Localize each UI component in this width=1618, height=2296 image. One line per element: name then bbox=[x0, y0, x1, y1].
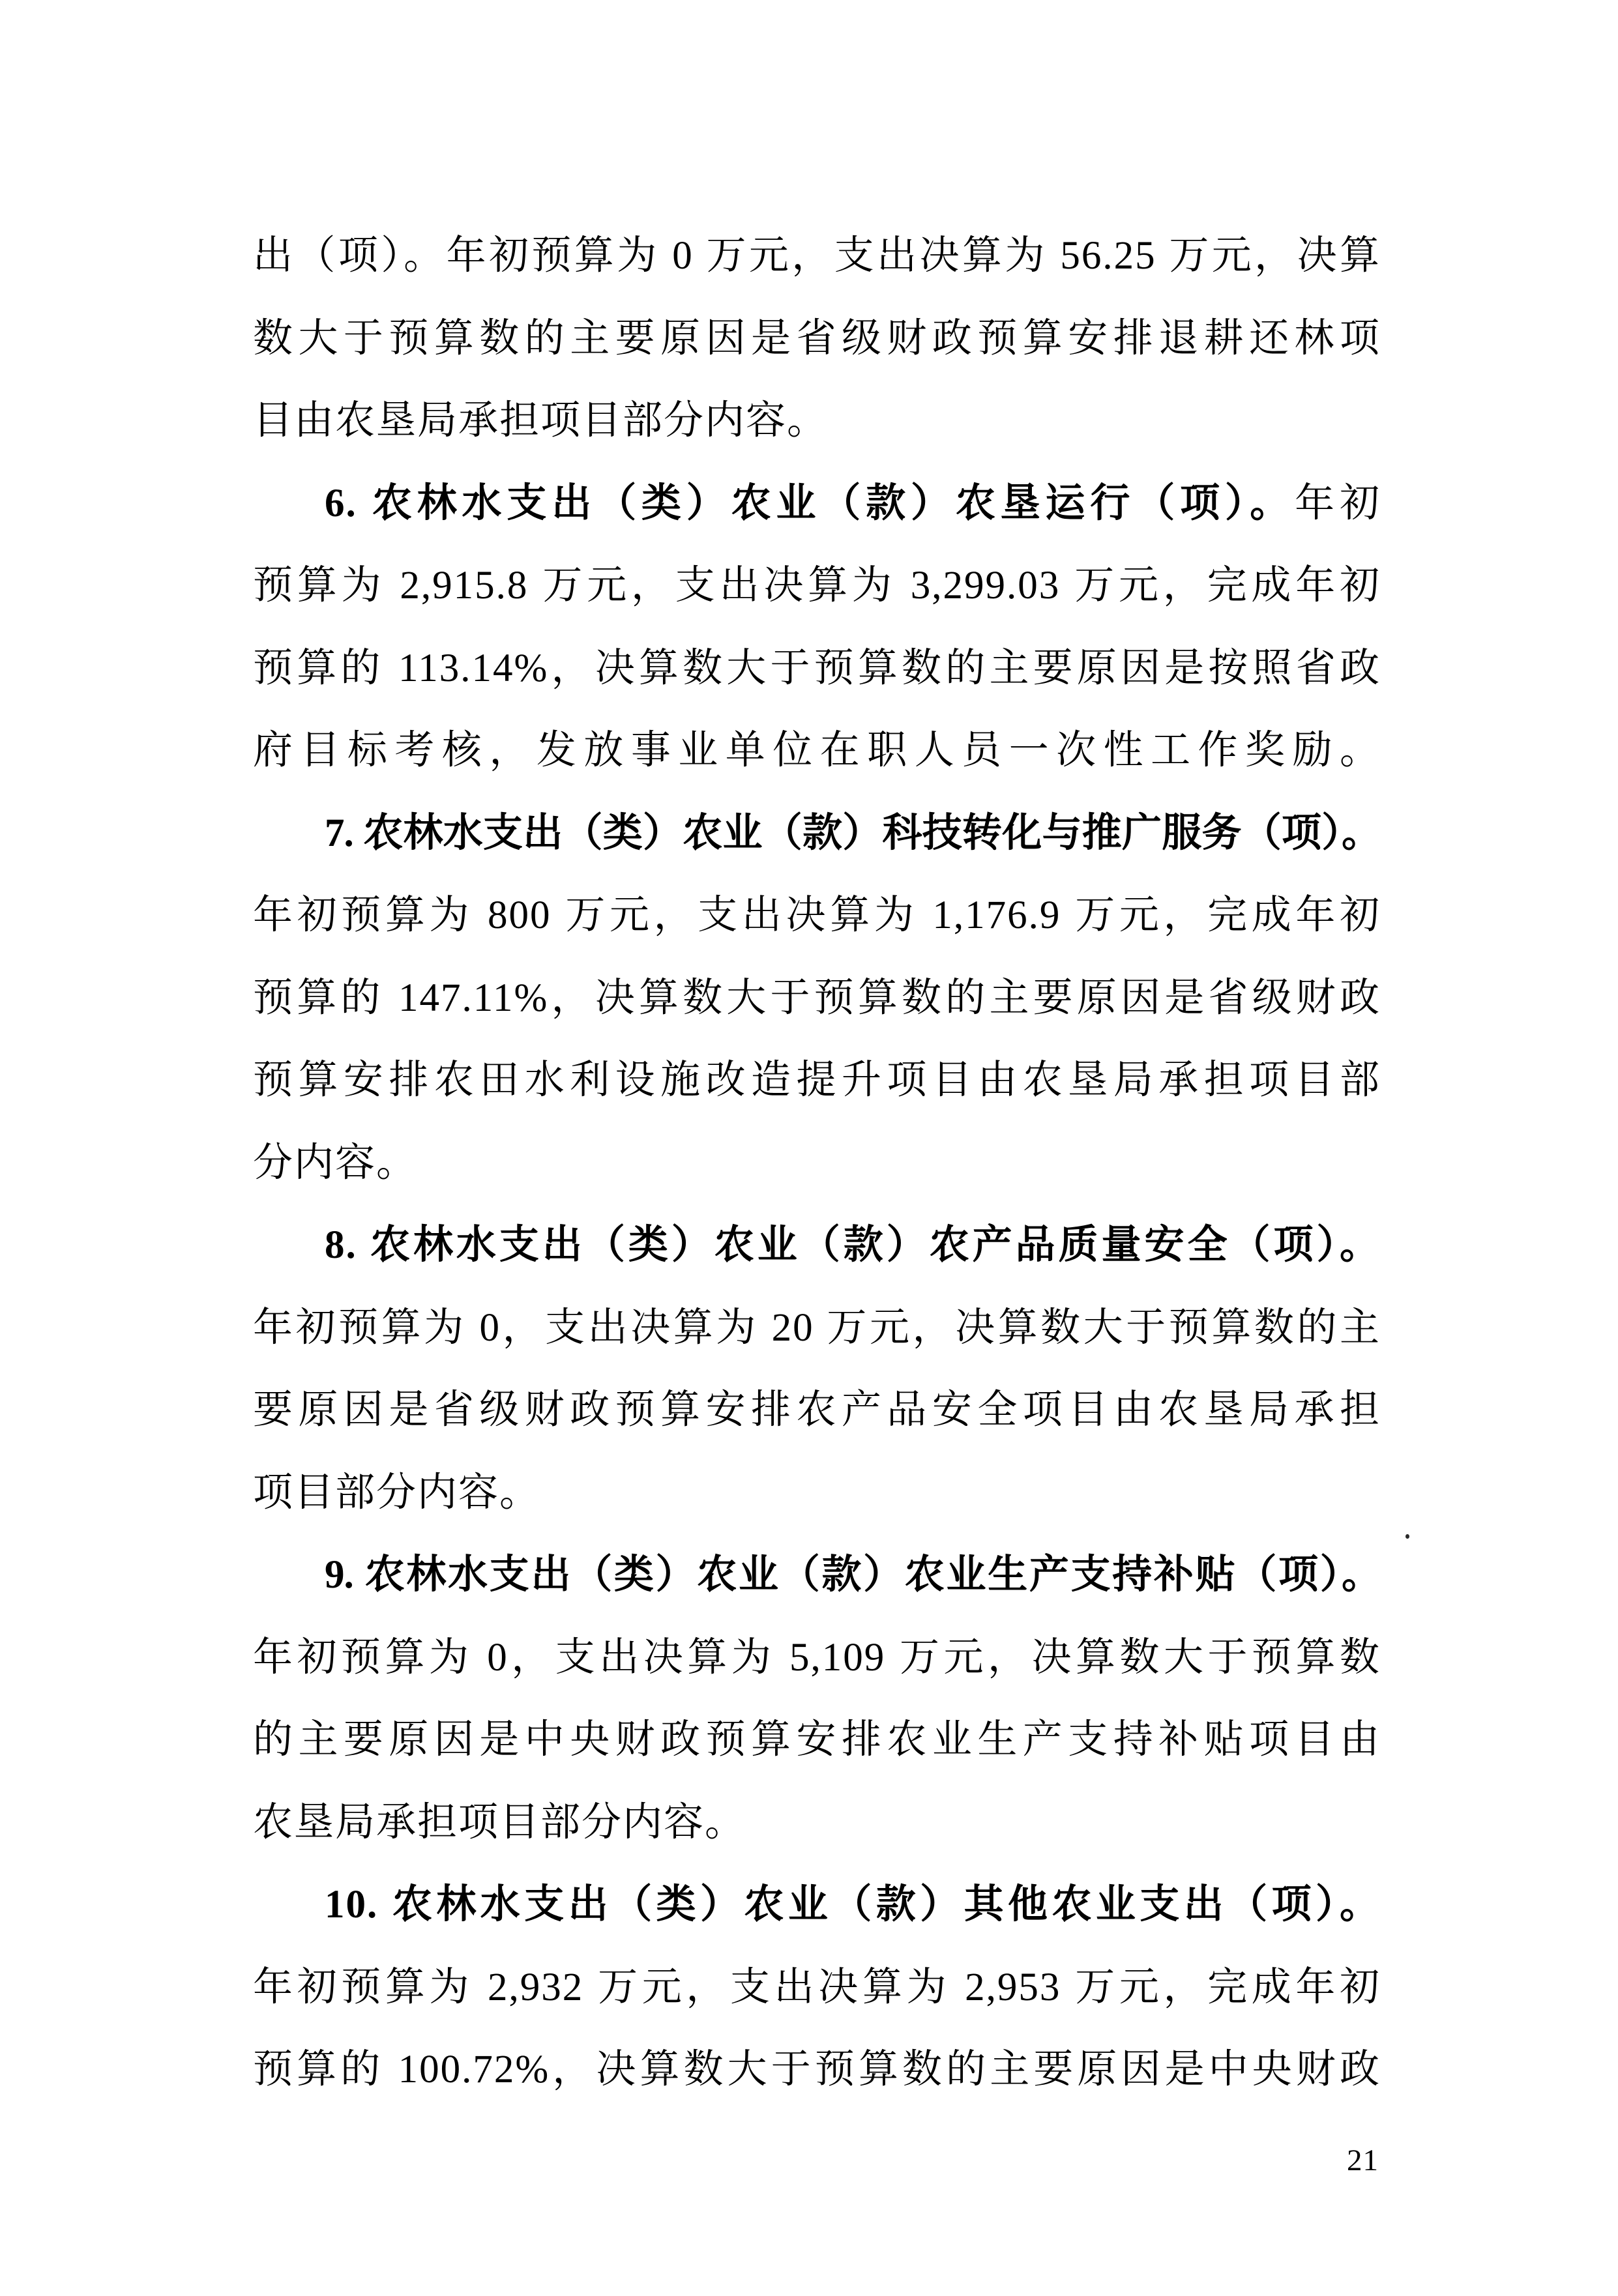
text-line bbox=[253, 957, 1381, 1040]
text-line bbox=[253, 875, 1381, 957]
text-segment: 出（项）。年初预算为 0 万元，支出决算为 56.25 万元，决算 bbox=[253, 234, 1381, 278]
text-line bbox=[253, 1947, 1381, 2029]
text-segment: 农垦局承担项目部分内容。 bbox=[253, 1800, 746, 1844]
text-line bbox=[253, 1452, 1381, 1535]
text-segment: 年初预算为 0，支出决算为 5,109 万元，决算数大于预算数 bbox=[253, 1635, 1381, 1679]
section-heading-segment: 9. 农林水支出（类）农业（款）农业生产支持补贴（项）。 bbox=[325, 1553, 1381, 1597]
text-line bbox=[253, 298, 1381, 381]
text-segment: 预算为 2,915.8 万元，支出决算为 3,299.03 万元，完成年初 bbox=[253, 564, 1381, 607]
heading-line bbox=[253, 792, 1381, 875]
heading-line bbox=[253, 1534, 1381, 1617]
text-segment: 项目部分内容。 bbox=[253, 1470, 541, 1515]
scan-speck-artifact bbox=[1405, 1534, 1409, 1539]
text-line bbox=[253, 628, 1381, 710]
text-segment: 分内容。 bbox=[253, 1141, 418, 1185]
text-line bbox=[253, 1369, 1381, 1452]
text-segment: 预算的 100.72%，决算数大于预算数的主要原因是中央财政 bbox=[253, 2048, 1381, 2091]
text-segment: 年初预算为 2,932 万元，支出决算为 2,953 万元，完成年初 bbox=[253, 1965, 1381, 2009]
text-segment: 目由农垦局承担项目部分内容。 bbox=[253, 399, 829, 443]
text-line bbox=[253, 710, 1381, 792]
text-line bbox=[253, 1782, 1381, 1865]
text-segment: 预算安排农田水利设施改造提升项目由农垦局承担项目部 bbox=[253, 1058, 1381, 1102]
text-segment: 年初预算为 800 万元，支出决算为 1,176.9 万元，完成年初 bbox=[253, 894, 1381, 937]
section-heading-segment: 8. 农林水支出（类）农业（款）农产品质量安全（项）。 bbox=[325, 1223, 1381, 1267]
text-segment: 数大于预算数的主要原因是省级财政预算安排退耕还林项 bbox=[253, 316, 1381, 360]
section-heading-segment: 6. 农林水支出（类）农业（款）农垦运行（项）。 bbox=[325, 481, 1295, 525]
text-segment: 预算的 113.14%，决算数大于预算数的主要原因是按照省政 bbox=[253, 646, 1381, 690]
text-line bbox=[253, 1039, 1381, 1122]
text-line bbox=[253, 545, 1381, 628]
text-line bbox=[253, 1122, 1381, 1205]
heading-line bbox=[253, 1864, 1381, 1947]
text-line bbox=[253, 1287, 1381, 1370]
document-text-block bbox=[253, 215, 1381, 2112]
heading-line bbox=[253, 463, 1381, 545]
section-heading-segment: 10. 农林水支出（类）农业（款）其他农业支出（项）。 bbox=[325, 1883, 1381, 1926]
heading-line bbox=[253, 1204, 1381, 1287]
text-line bbox=[253, 2029, 1381, 2112]
page-number: 21 bbox=[1347, 2143, 1379, 2177]
text-line bbox=[253, 215, 1381, 298]
text-line bbox=[253, 1699, 1381, 1782]
text-line bbox=[253, 1617, 1381, 1700]
text-segment: 预算的 147.11%，决算数大于预算数的主要原因是省级财政 bbox=[253, 976, 1381, 1020]
text-segment: 府目标考核，发放事业单位在职人员一次性工作奖励。 bbox=[253, 729, 1381, 772]
text-segment: 的主要原因是中央财政预算安排农业生产支持补贴项目由 bbox=[253, 1718, 1381, 1762]
text-segment: 要原因是省级财政预算安排农产品安全项目由农垦局承担 bbox=[253, 1388, 1381, 1432]
text-segment: 年初预算为 0，支出决算为 20 万元，决算数大于预算数的主 bbox=[253, 1305, 1381, 1350]
text-line bbox=[253, 380, 1381, 463]
section-heading-segment: 7. 农林水支出（类）农业（款）科技转化与推广服务（项）。 bbox=[325, 811, 1381, 855]
text-segment: 年初 bbox=[1295, 481, 1381, 525]
